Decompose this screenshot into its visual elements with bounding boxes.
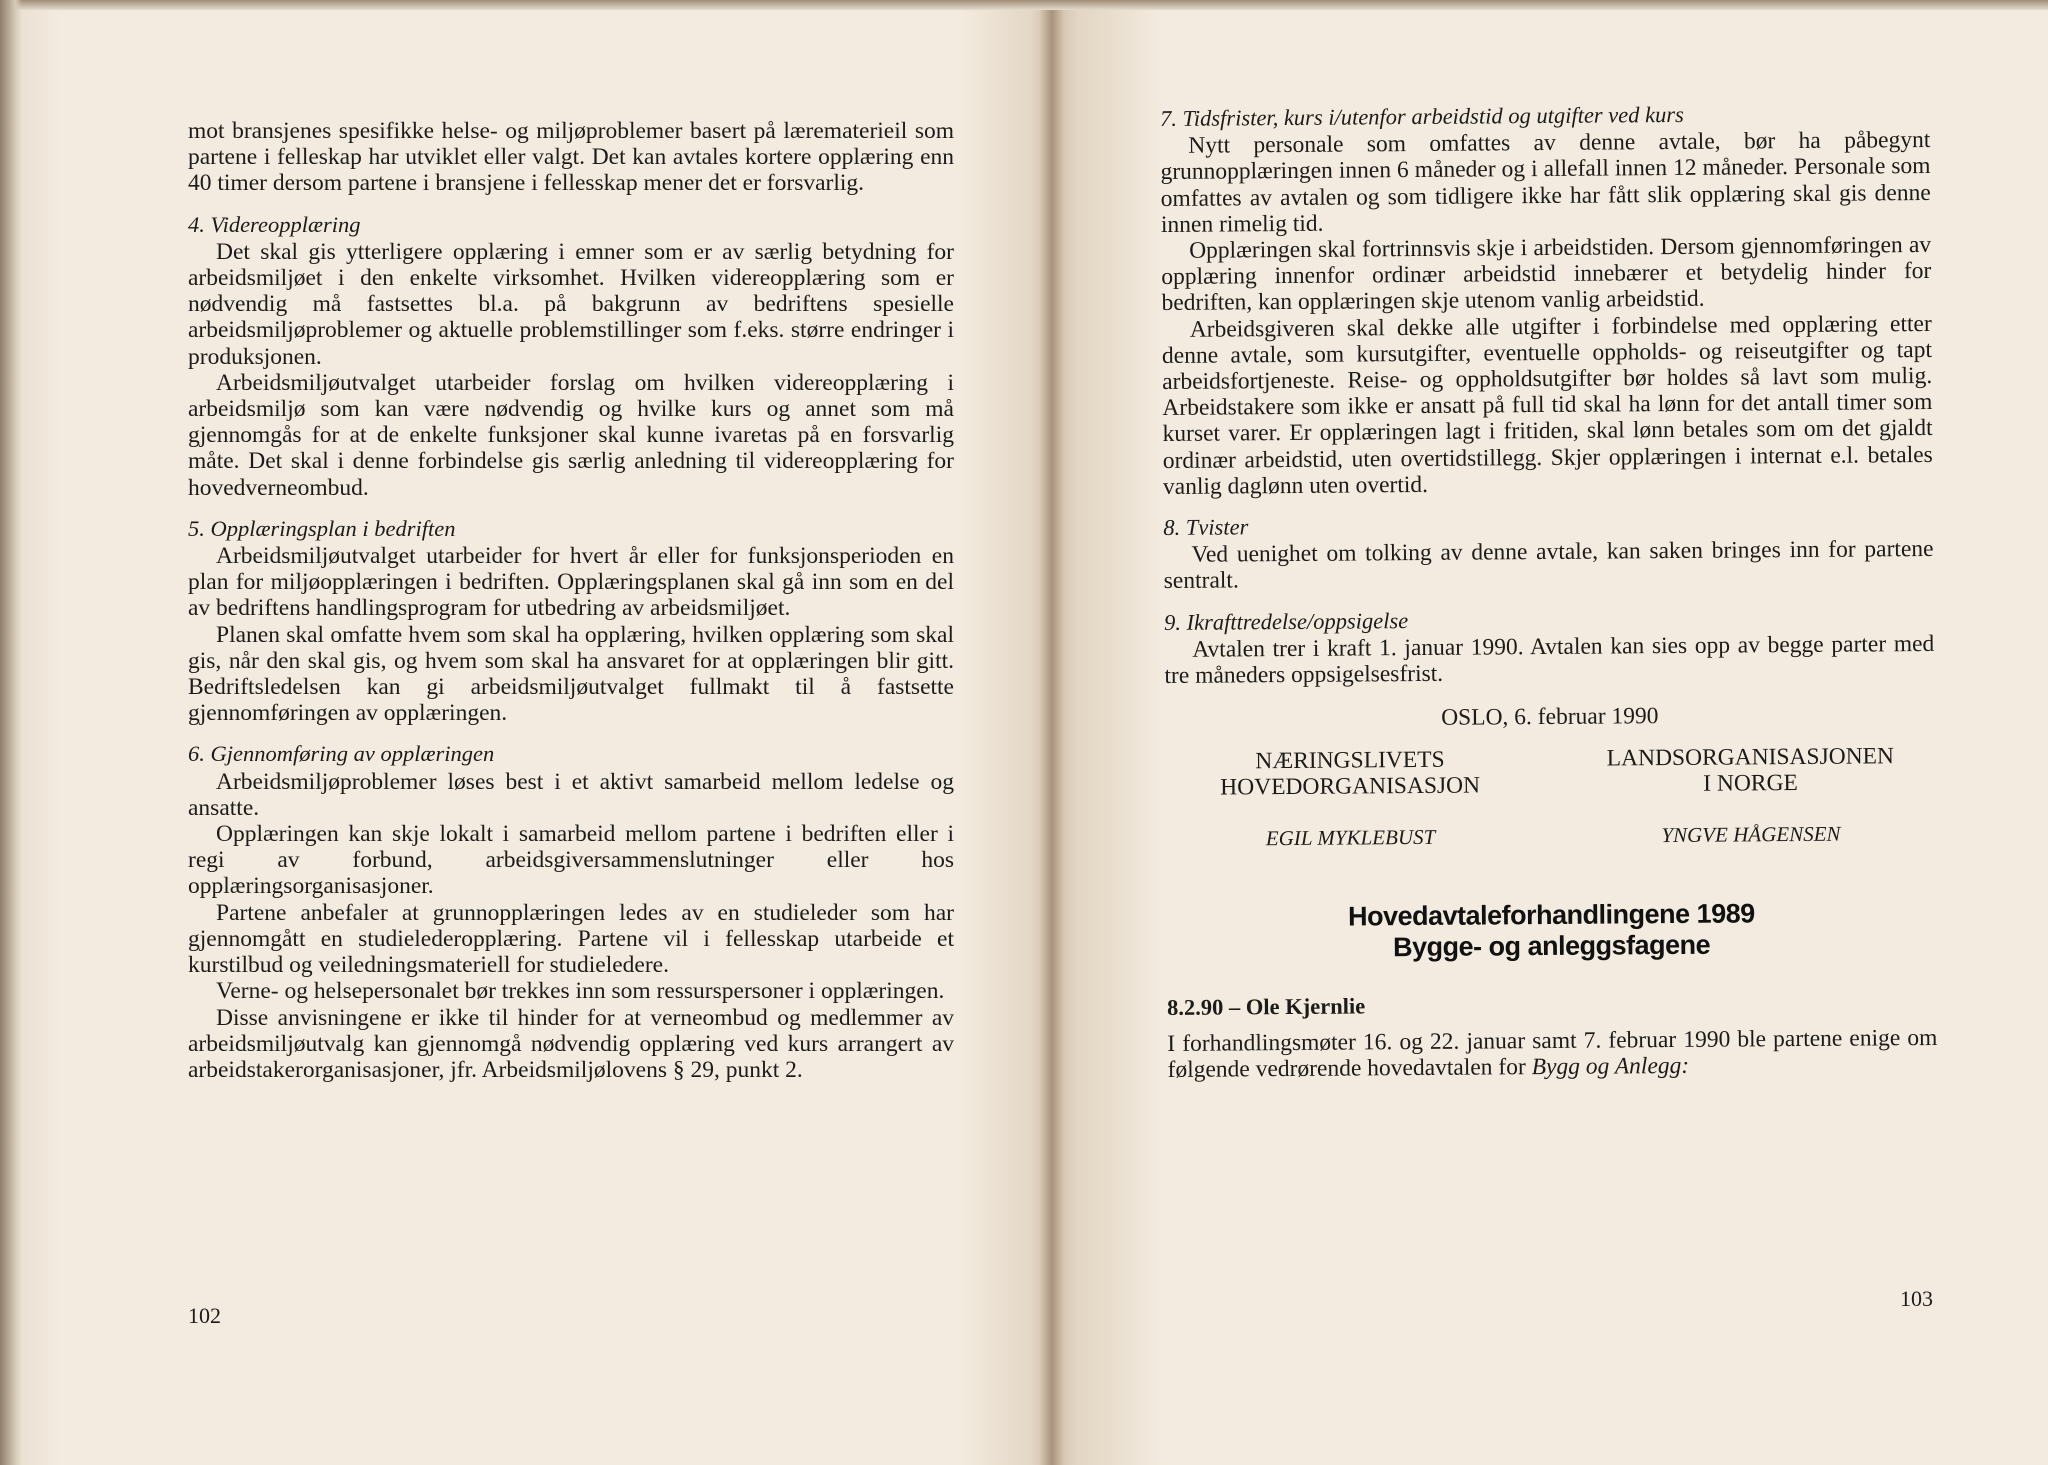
paragraph: Nytt personale som omfattes av denne avtale, bør ha påbegynt grunnopplæringen innen 6 måneder og i allefall innen 12 måneder. Personale som omfattes av avtalen og som tidligere ikke har fått slik opplæring skal gis denne innen rimelig tid. bbox=[1160, 127, 1931, 238]
book-gutter bbox=[1040, 0, 1064, 1465]
signer-left: EGIL MYKLEBUST bbox=[1265, 825, 1436, 851]
paragraph: Det skal gis ytterligere opplæring i emner som er av særlig betydning for arbeidsmiljøet i den enkelte virksomhet. Hvilken videreopplæring som er nødvendig må fastsettes bl.a. på bakgrunn av bedriftens spesielle arbeidsmiljøproblemer og aktuelle problemstillinger som f.eks. større endringer i produksjonen. bbox=[188, 238, 954, 370]
final-paragraph bbox=[1167, 1025, 1937, 1083]
section-8-heading: 8. Tvister bbox=[1163, 514, 1249, 541]
final-italic-text: Bygg og Anlegg: bbox=[1531, 1052, 1690, 1081]
section-9-heading: 9. Ikrafttredelse/oppsigelse bbox=[1163, 607, 1409, 635]
paragraph: Arbeidsgiveren skal dekke alle utgifter i forbindelse med opplæring etter denne avtale, som kursutgifter, eventuelle oppholds- og reiseutgifter og tapt arbeidsfortjeneste. Reise- og oppholdsutgifter bør holdes så lavt som mulig. Arbeidstakere som ikke er ansatt på full tid skal ha lønn for det antall timer som kurset varer. Er opplæringen lagt i fritiden, skal lønn betales som om det gjaldt ordinær arbeidstid, uten overtidstillegg. Skjer opplæringen i internat e.l. betales vanlig daglønn uten overtid. bbox=[1161, 310, 1933, 500]
section-banner bbox=[1166, 897, 1936, 965]
org-name-line: LANDSORGANISASJONEN bbox=[1606, 743, 1895, 772]
section-6-heading: 6. Gjennomføring av opplæringen bbox=[188, 741, 495, 767]
org-name-line: I NORGE bbox=[1703, 770, 1798, 798]
paragraph: Arbeidsmiljøproblemer løses best i et aktivt samarbeid mellom ledelse og ansatte. bbox=[188, 768, 954, 821]
signer-right: YNGVE HÅGENSEN bbox=[1661, 822, 1841, 848]
org-name-line: NÆRINGSLIVETS bbox=[1255, 747, 1445, 775]
page-left-edge bbox=[0, 0, 22, 1465]
banner-subtitle: Bygge- og anleggsfagene bbox=[1392, 929, 1711, 962]
paragraph: Ved uenighet om tolking av denne avtale, kan saken bringes inn for partene sentralt. bbox=[1163, 536, 1934, 595]
page-top-edge bbox=[0, 0, 2048, 10]
paragraph: Planen skal omfatte hvem som skal ha opplæring, hvilken opplæring som skal gis, når den skal gis, og hvem som skal ha ansvaret for at opplæringen blir gitt. Bedriftsledelsen kan gi arbeidsmiljøutvalget fullmakt til å fastsette gjennomføringen av opplæringen. bbox=[188, 621, 954, 727]
right-page-text bbox=[1160, 100, 1938, 1083]
paragraph: Opplæringen skal fortrinnsvis skje i arbeidstiden. Dersom gjennomføringen av opplæring innenfor ordinær arbeidstid innebærer et betydelig hinder for bedriften, kan opplæringen skje utenom vanlig arbeidstid. bbox=[1161, 231, 1932, 317]
left-page-text bbox=[188, 118, 954, 1083]
org-name-line: HOVEDORGANISASJON bbox=[1220, 772, 1481, 802]
section-7-heading: 7. Tidsfrister, kurs i/utenfor arbeidstid og utgifter ved kurs bbox=[1160, 101, 1684, 131]
signer-names bbox=[1166, 820, 1936, 852]
section-4-heading: 4. Videreopplæring bbox=[188, 211, 361, 237]
intro-paragraph: mot bransjenes spesifikke helse- og miljøproblemer basert på lærematerieil som partene i felleskap har utviklet eller valgt. Det kan avtales kortere opplæring enn 40 timer dersom partene i bransjene i fellesskap mener det er forsvarlig. bbox=[188, 118, 954, 197]
organisation-right bbox=[1565, 743, 1935, 798]
section-5-heading: 5. Opplæringsplan i bedriften bbox=[188, 515, 456, 541]
paragraph: Partene anbefaler at grunnopplæringen ledes av en studieleder som har gjennomgått en studielederopplæring. Partene vil i fellesskap utarbeide et kurstilbud og veiledningsmateriell for studieledere. bbox=[188, 899, 954, 979]
date-author-line: 8.2.90 – Ole Kjernlie bbox=[1166, 993, 1366, 1020]
final-text: I forhandlingsmøter 16. og 22. januar samt 7. februar 1990 ble partene enige om følgende vedrørende hovedavtalen for bbox=[1167, 1024, 1938, 1084]
page-number-right: 103 bbox=[1900, 1286, 1933, 1311]
paragraph: Avtalen trer i kraft 1. januar 1990. Avtalen kan sies opp av begge parter med tre måneders oppsigelsesfrist. bbox=[1164, 630, 1935, 690]
paragraph: Verne- og helsepersonalet bør trekkes inn som ressurspersoner i opplæringen. bbox=[216, 978, 945, 1005]
paragraph: Disse anvisningene er ikke til hinder for at verneombud og medlemmer av arbeidsmiljøutvalg kan gjennomgå nødvendig opplæring ved kurs arrangert av arbeidstakerorganisasjoner, jfr. Arbeidsmiljølovens § 29, punkt 2. bbox=[188, 1004, 954, 1083]
signatory-organisations bbox=[1165, 743, 1935, 801]
organisation-left bbox=[1165, 747, 1535, 802]
paragraph: Opplæringen kan skje lokalt i samarbeid mellom partene i bedriften eller i regi av forbund, arbeidsgiversammenslutninger eller hos opplæringsorganisasjoner. bbox=[188, 821, 954, 900]
place-date: OSLO, 6. februar 1990 bbox=[1441, 703, 1659, 732]
banner-title: Hovedavtaleforhandlingene 1989 bbox=[1347, 898, 1755, 932]
page-number-left: 102 bbox=[188, 1303, 221, 1328]
paragraph: Arbeidsmiljøutvalget utarbeider forslag om hvilken videreopplæring i arbeidsmiljø som kan være nødvendig og hvilke kurs og annet som må gjennomgås for at de enkelte funksjoner skal kunne ivaretas på en forsvarlig måte. Det skal i denne forbindelse gis særlig anledning til videreopplæring for hovedverneombud. bbox=[188, 369, 954, 501]
paragraph: Arbeidsmiljøutvalget utarbeider for hvert år eller for funksjonsperioden en plan for miljøopplæringen i bedriften. Opplæringsplanen skal gå inn som en del av bedriftens handlingsprogram for utbedring av arbeidsmiljøet. bbox=[188, 543, 954, 622]
